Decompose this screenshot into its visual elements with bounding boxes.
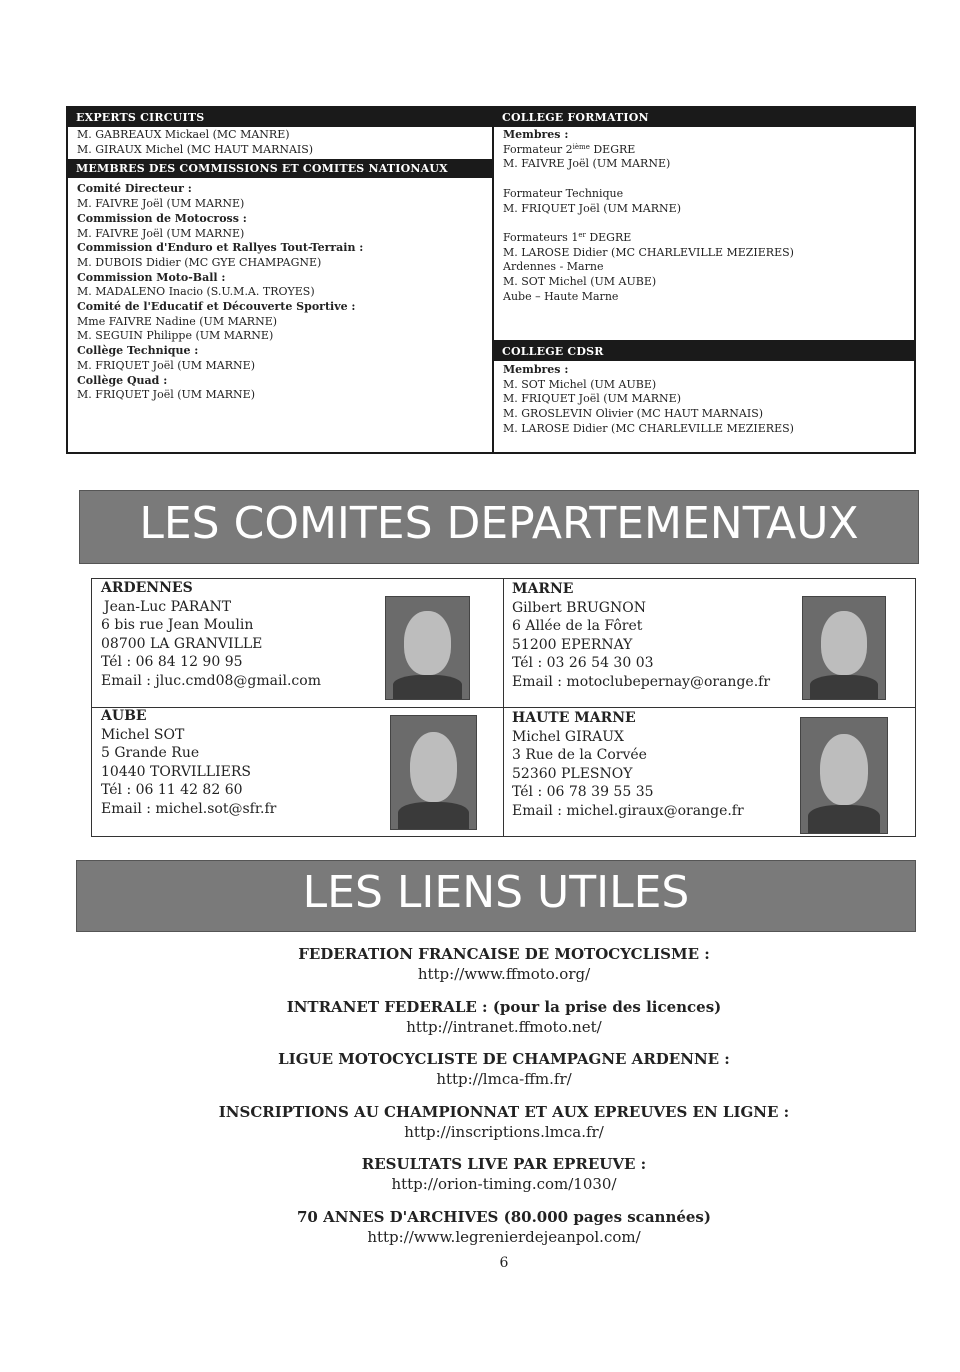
- experts-circuits-list: [68, 127, 492, 157]
- commission-member: M. DUBOIS Didier (MC GYE CHAMPAGNE): [77, 255, 322, 269]
- link-title: 70 ANNES D'ARCHIVES (80.000 pages scannées): [297, 1207, 711, 1226]
- membres-commissions-list: [68, 178, 492, 403]
- list-item: Aube – Haute Marne: [503, 289, 619, 303]
- dept-name: ARDENNES: [101, 580, 193, 596]
- page-number: 6: [499, 1255, 509, 1271]
- left-column: [68, 108, 494, 452]
- commission-title: Comité Directeur :: [77, 182, 192, 196]
- list-item: M. FAIVRE Joël (UM MARNE): [503, 157, 671, 171]
- photo-ardennes: [385, 596, 470, 700]
- contact-city: 08700 LA GRANVILLE: [101, 635, 263, 652]
- top-table: [66, 106, 916, 454]
- commission-title: Commission Moto-Ball :: [77, 270, 226, 284]
- contact-email: Email : jluc.cmd08@gmail.com: [101, 672, 321, 689]
- link-url[interactable]: http://inscriptions.lmca.fr/: [404, 1122, 604, 1141]
- formateur-technique: Formateur Technique: [503, 186, 624, 200]
- photo-aube: [390, 715, 477, 830]
- liens-banner: LES LIENS UTILES: [76, 860, 916, 932]
- contact-address: 3 Rue de la Corvée: [512, 747, 647, 763]
- dept-name: MARNE: [512, 581, 574, 597]
- formateur-1-degre: Formateurs 1er DEGRE: [503, 230, 632, 244]
- contact-phone: Tél : 03 26 54 30 03: [512, 655, 654, 671]
- link-title: INTRANET FEDERALE : (pour la prise des licences): [286, 997, 722, 1016]
- list-item: M. GIRAUX Michel (MC HAUT MARNAIS): [77, 142, 314, 156]
- college-formation-body: [494, 127, 914, 342]
- comites-grid: [91, 578, 916, 837]
- link-url[interactable]: http://www.legrenierdejeanpol.com/: [367, 1227, 641, 1246]
- contact-phone: Tél : 06 11 42 82 60: [101, 782, 243, 798]
- commission-member: M. MADALENO Inacio (S.U.M.A. TROYES): [77, 285, 315, 299]
- contact-city: 52360 PLESNOY: [512, 765, 633, 782]
- contact-city: 10440 TORVILLIERS: [101, 763, 251, 780]
- college-cdsr-body: [494, 361, 914, 437]
- list-item: M. GABREAUX Mickael (MC MANRE): [77, 128, 290, 141]
- contact-phone: Tél : 06 78 39 55 35: [512, 784, 654, 800]
- commission-title: Collège Quad :: [77, 373, 168, 387]
- commission-member: M. FAIVRE Joël (UM MARNE): [77, 197, 245, 211]
- list-item: M. FRIQUET Joël (UM MARNE): [503, 392, 681, 406]
- dept-name: HAUTE MARNE: [512, 710, 636, 726]
- commission-title: Commission d'Enduro et Rallyes Tout-Terrain :: [77, 241, 364, 255]
- link-title: LIGUE MOTOCYCLISTE DE CHAMPAGNE ARDENNE :: [278, 1050, 730, 1068]
- comite-marne: [512, 580, 770, 691]
- membres-label: Membres :: [503, 363, 569, 376]
- link-title: FEDERATION FRANCAISE DE MOTOCYCLISME :: [298, 945, 710, 963]
- contact-address: 6 bis rue Jean Moulin: [101, 617, 254, 633]
- link-url[interactable]: http://orion-timing.com/1030/: [391, 1175, 617, 1193]
- commission-member: M. FAIVRE Joël (UM MARNE): [77, 226, 245, 240]
- list-item: M. SOT Michel (UM AUBE): [503, 377, 657, 391]
- formateur-2-degre: Formateur 2ième DEGRE: [503, 142, 636, 156]
- commission-title: Collège Technique :: [77, 344, 199, 358]
- college-cdsr-header: COLLEGE CDSR: [494, 342, 914, 361]
- comite-haute-marne: [512, 709, 744, 820]
- list-item: M. FRIQUET Joël (UM MARNE): [503, 201, 681, 215]
- contact-email: Email : michel.sot@sfr.fr: [101, 800, 277, 817]
- link-url[interactable]: http://www.ffmoto.org/: [417, 965, 591, 983]
- comites-banner: LES COMITES DEPARTEMENTAUX: [79, 490, 919, 564]
- contact-email: Email : michel.giraux@orange.fr: [512, 802, 744, 819]
- contact-phone: Tél : 06 84 12 90 95: [101, 654, 243, 670]
- contact-address: 5 Grande Rue: [101, 745, 200, 761]
- link-url[interactable]: http://intranet.ffmoto.net/: [406, 1017, 602, 1036]
- contact-city: 51200 EPERNAY: [512, 636, 633, 653]
- list-item: Ardennes - Marne: [503, 260, 604, 274]
- experts-circuits-header: EXPERTS CIRCUITS: [68, 108, 492, 127]
- link-url[interactable]: http://lmca-ffm.fr/: [436, 1070, 572, 1088]
- link-title: INSCRIPTIONS AU CHAMPIONNAT ET AUX EPREUVES EN LIGNE :: [218, 1102, 790, 1121]
- contact-email: Email : motoclubepernay@orange.fr: [512, 673, 771, 690]
- comite-aube: [101, 707, 276, 818]
- membres-label: Membres :: [503, 128, 569, 141]
- list-item: M. SOT Michel (UM AUBE): [503, 275, 657, 288]
- photo-haute-marne: [800, 717, 888, 834]
- dept-name: AUBE: [101, 708, 147, 724]
- commission-title: Commission de Motocross :: [77, 211, 247, 225]
- commission-member: M. SEGUIN Philippe (UM MARNE): [77, 329, 274, 343]
- membres-commissions-header: MEMBRES DES COMMISSIONS ET COMITES NATIONAUX: [68, 159, 492, 178]
- commission-member: M. FRIQUET Joël (UM MARNE): [77, 388, 255, 402]
- contact-name: Jean-Luc PARANT: [104, 598, 232, 615]
- commission-title: Comité de l'Educatif et Découverte Sportive :: [77, 300, 356, 314]
- photo-marne: [802, 596, 886, 700]
- right-column: [494, 108, 914, 452]
- college-formation-header: COLLEGE FORMATION: [494, 108, 914, 127]
- liens-list: [0, 944, 960, 1259]
- list-item: M. LAROSE Didier (MC CHARLEVILLE MEZIERES): [503, 421, 794, 435]
- comite-ardennes: [101, 579, 321, 690]
- contact-name: Gilbert BRUGNON: [512, 599, 646, 616]
- list-item: M. GROSLEVIN Olivier (MC HAUT MARNAIS): [503, 407, 764, 421]
- contact-name: Michel SOT: [101, 726, 185, 743]
- commission-member: M. FRIQUET Joël (UM MARNE): [77, 358, 255, 372]
- contact-name: Michel GIRAUX: [512, 728, 625, 745]
- commission-member: Mme FAIVRE Nadine (UM MARNE): [77, 314, 278, 328]
- list-item: M. LAROSE Didier (MC CHARLEVILLE MEZIERES): [503, 245, 794, 259]
- link-title: RESULTATS LIVE PAR EPREUVE :: [361, 1155, 647, 1173]
- contact-address: 6 Allée de la Fôret: [512, 618, 643, 634]
